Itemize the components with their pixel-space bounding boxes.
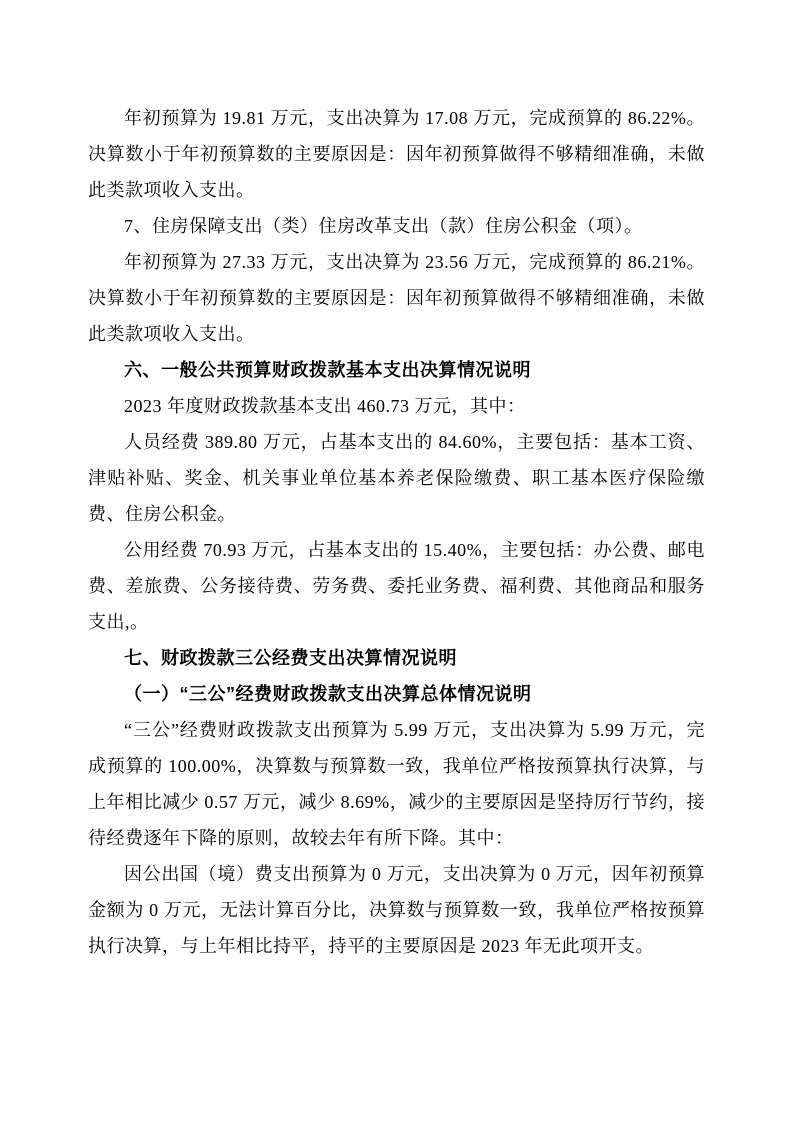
subsection-heading-one: （一）“三公”经费财政拨款支出决算总体情况说明 bbox=[124, 684, 532, 704]
document-body bbox=[88, 100, 705, 964]
paragraph-sangong-overview: “三公”经费财政拨款支出预算为 5.99 万元，支出决算为 5.99 万元，完成预算的 100.00%，决算数与预算数一致，我单位严格按预算执行决算，与上年相比减少 0.57 万元，减少 8.69%，减少的主要原因是坚持厉行节约，接待经费逐年下降的原则，故较去年有所下降。其中： bbox=[88, 720, 705, 848]
paragraph-public-funds: 公用经费 70.93 万元，占基本支出的 15.40%，主要包括：办公费、邮电费、差旅费、公务接待费、劳务费、委托业务费、福利费、其他商品和服务支出,。 bbox=[88, 540, 705, 632]
paragraph-basic-expenditure-total: 2023 年度财政拨款基本支出 460.73 万元，其中： bbox=[124, 396, 526, 416]
paragraph-budget-1981: 年初预算为 19.81 万元，支出决算为 17.08 万元，完成预算的 86.22%。决算数小于年初预算数的主要原因是：因年初预算做得不够精细准确，未做此类款项收入支出。 bbox=[88, 108, 705, 200]
paragraph-abroad-expense: 因公出国（境）费支出预算为 0 万元，支出决算为 0 万元，因年初预算金额为 0 万元，无法计算百分比，决算数与预算数一致，我单位严格按预算执行决算，与上年相比持平，持平的主要原因是 2023 年无此项开支。 bbox=[88, 864, 705, 956]
section-heading-seven: 七、财政拨款三公经费支出决算情况说明 bbox=[124, 648, 457, 668]
section-heading-six: 六、一般公共预算财政拨款基本支出决算情况说明 bbox=[124, 360, 531, 380]
paragraph-personnel-funds: 人员经费 389.80 万元，占基本支出的 84.60%，主要包括：基本工资、津贴补贴、奖金、机关事业单位基本养老保险缴费、职工基本医疗保险缴费、住房公积金。 bbox=[88, 432, 705, 524]
paragraph-housing-item-7: 7、住房保障支出（类）住房改革支出（款）住房公积金（项）。 bbox=[124, 216, 643, 236]
paragraph-budget-2733: 年初预算为 27.33 万元，支出决算为 23.56 万元，完成预算的 86.21%。决算数小于年初预算数的主要原因是：因年初预算做得不够精细准确，未做此类款项收入支出。 bbox=[88, 252, 705, 344]
